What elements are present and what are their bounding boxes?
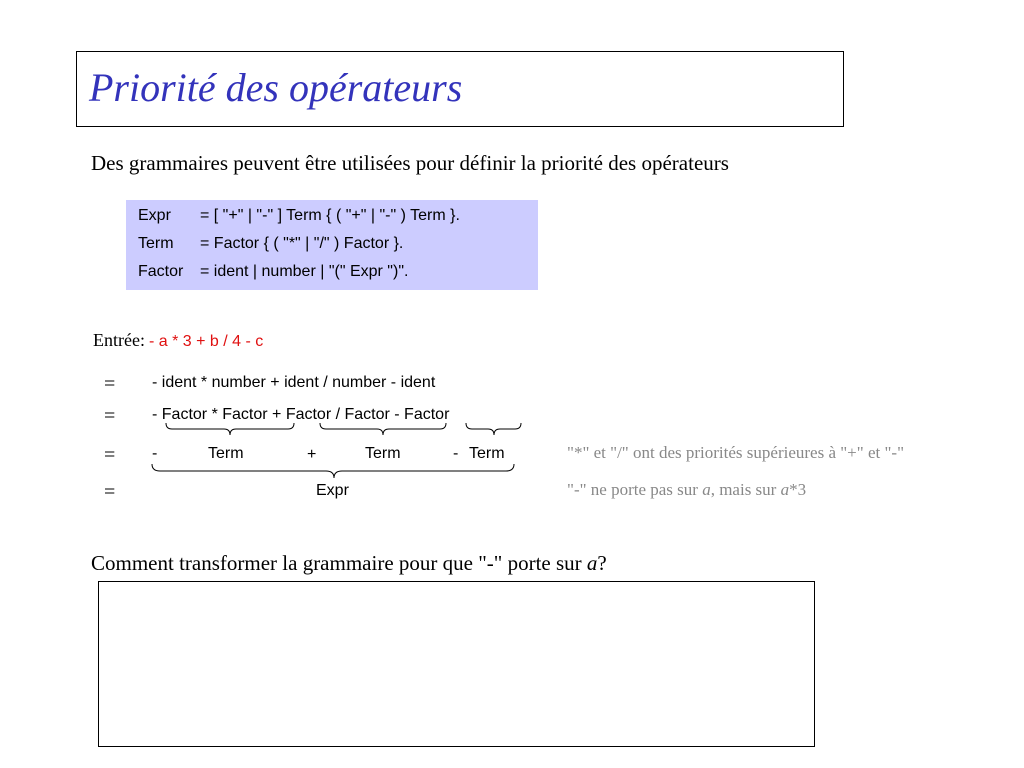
equals-sign-4: = xyxy=(104,481,116,503)
equals-sign-3: = xyxy=(104,444,116,466)
brace-factor-3 xyxy=(466,423,521,435)
derivation-expr: Expr xyxy=(316,482,349,499)
derivation-minus-1: - xyxy=(152,445,158,462)
grammar-nonterminal-factor: Factor xyxy=(138,263,184,280)
answer-box xyxy=(98,581,815,747)
derivation-line-1: - ident * number + ident / number - ident xyxy=(152,374,436,391)
question-prefix: Comment transformer la grammaire pour que "-" porte sur xyxy=(91,551,587,575)
derivation-term-3: Term xyxy=(469,445,505,462)
derivation-term-1: Term xyxy=(208,445,244,462)
grammar-nonterminal-expr: Expr xyxy=(138,207,171,224)
equals-sign-1: = xyxy=(104,373,116,395)
note-minus-prefix: "-" ne porte pas sur xyxy=(567,480,703,499)
brace-factor-2 xyxy=(320,423,446,435)
note-minus-end: *3 xyxy=(789,480,807,499)
note-minus-var-a2: a xyxy=(780,480,790,499)
intro-text: Des grammaires peuvent être utilisées pour définir la priorité des opérateurs xyxy=(91,151,729,175)
derivation-minus-2: - xyxy=(453,445,459,462)
derivation-line-2: - Factor * Factor + Factor / Factor - Factor xyxy=(152,406,450,423)
note-minus-var-a: a xyxy=(702,480,711,499)
slide-title: Priorité des opérateurs xyxy=(89,65,463,110)
brace-factor-1 xyxy=(166,423,294,435)
note-minus-mid: , mais sur xyxy=(710,480,781,499)
question-line xyxy=(91,551,607,576)
derivation-term-2: Term xyxy=(365,445,401,462)
equals-sign-2: = xyxy=(104,405,116,427)
question-suffix: ? xyxy=(597,551,607,575)
grammar-nonterminal-term: Term xyxy=(138,235,174,252)
derivation-plus: + xyxy=(307,446,317,463)
question-var: a xyxy=(586,551,598,575)
note-minus xyxy=(567,480,806,500)
grammar-rule-factor: = ident | number | "(" Expr ")". xyxy=(200,263,409,280)
grammar-rule-expr: = [ "+" | "-" ] Term { ( "+" | "-" ) Term }. xyxy=(200,207,460,224)
grammar-rule-term: = Factor { ( "*" | "/" ) Factor }. xyxy=(200,235,404,252)
input-label: Entrée: xyxy=(93,330,145,350)
brace-expr xyxy=(152,464,514,478)
note-priority: "*" et "/" ont des priorités supérieures à "+" et "-" xyxy=(567,443,905,462)
input-value: - a * 3 + b / 4 - c xyxy=(148,333,264,350)
